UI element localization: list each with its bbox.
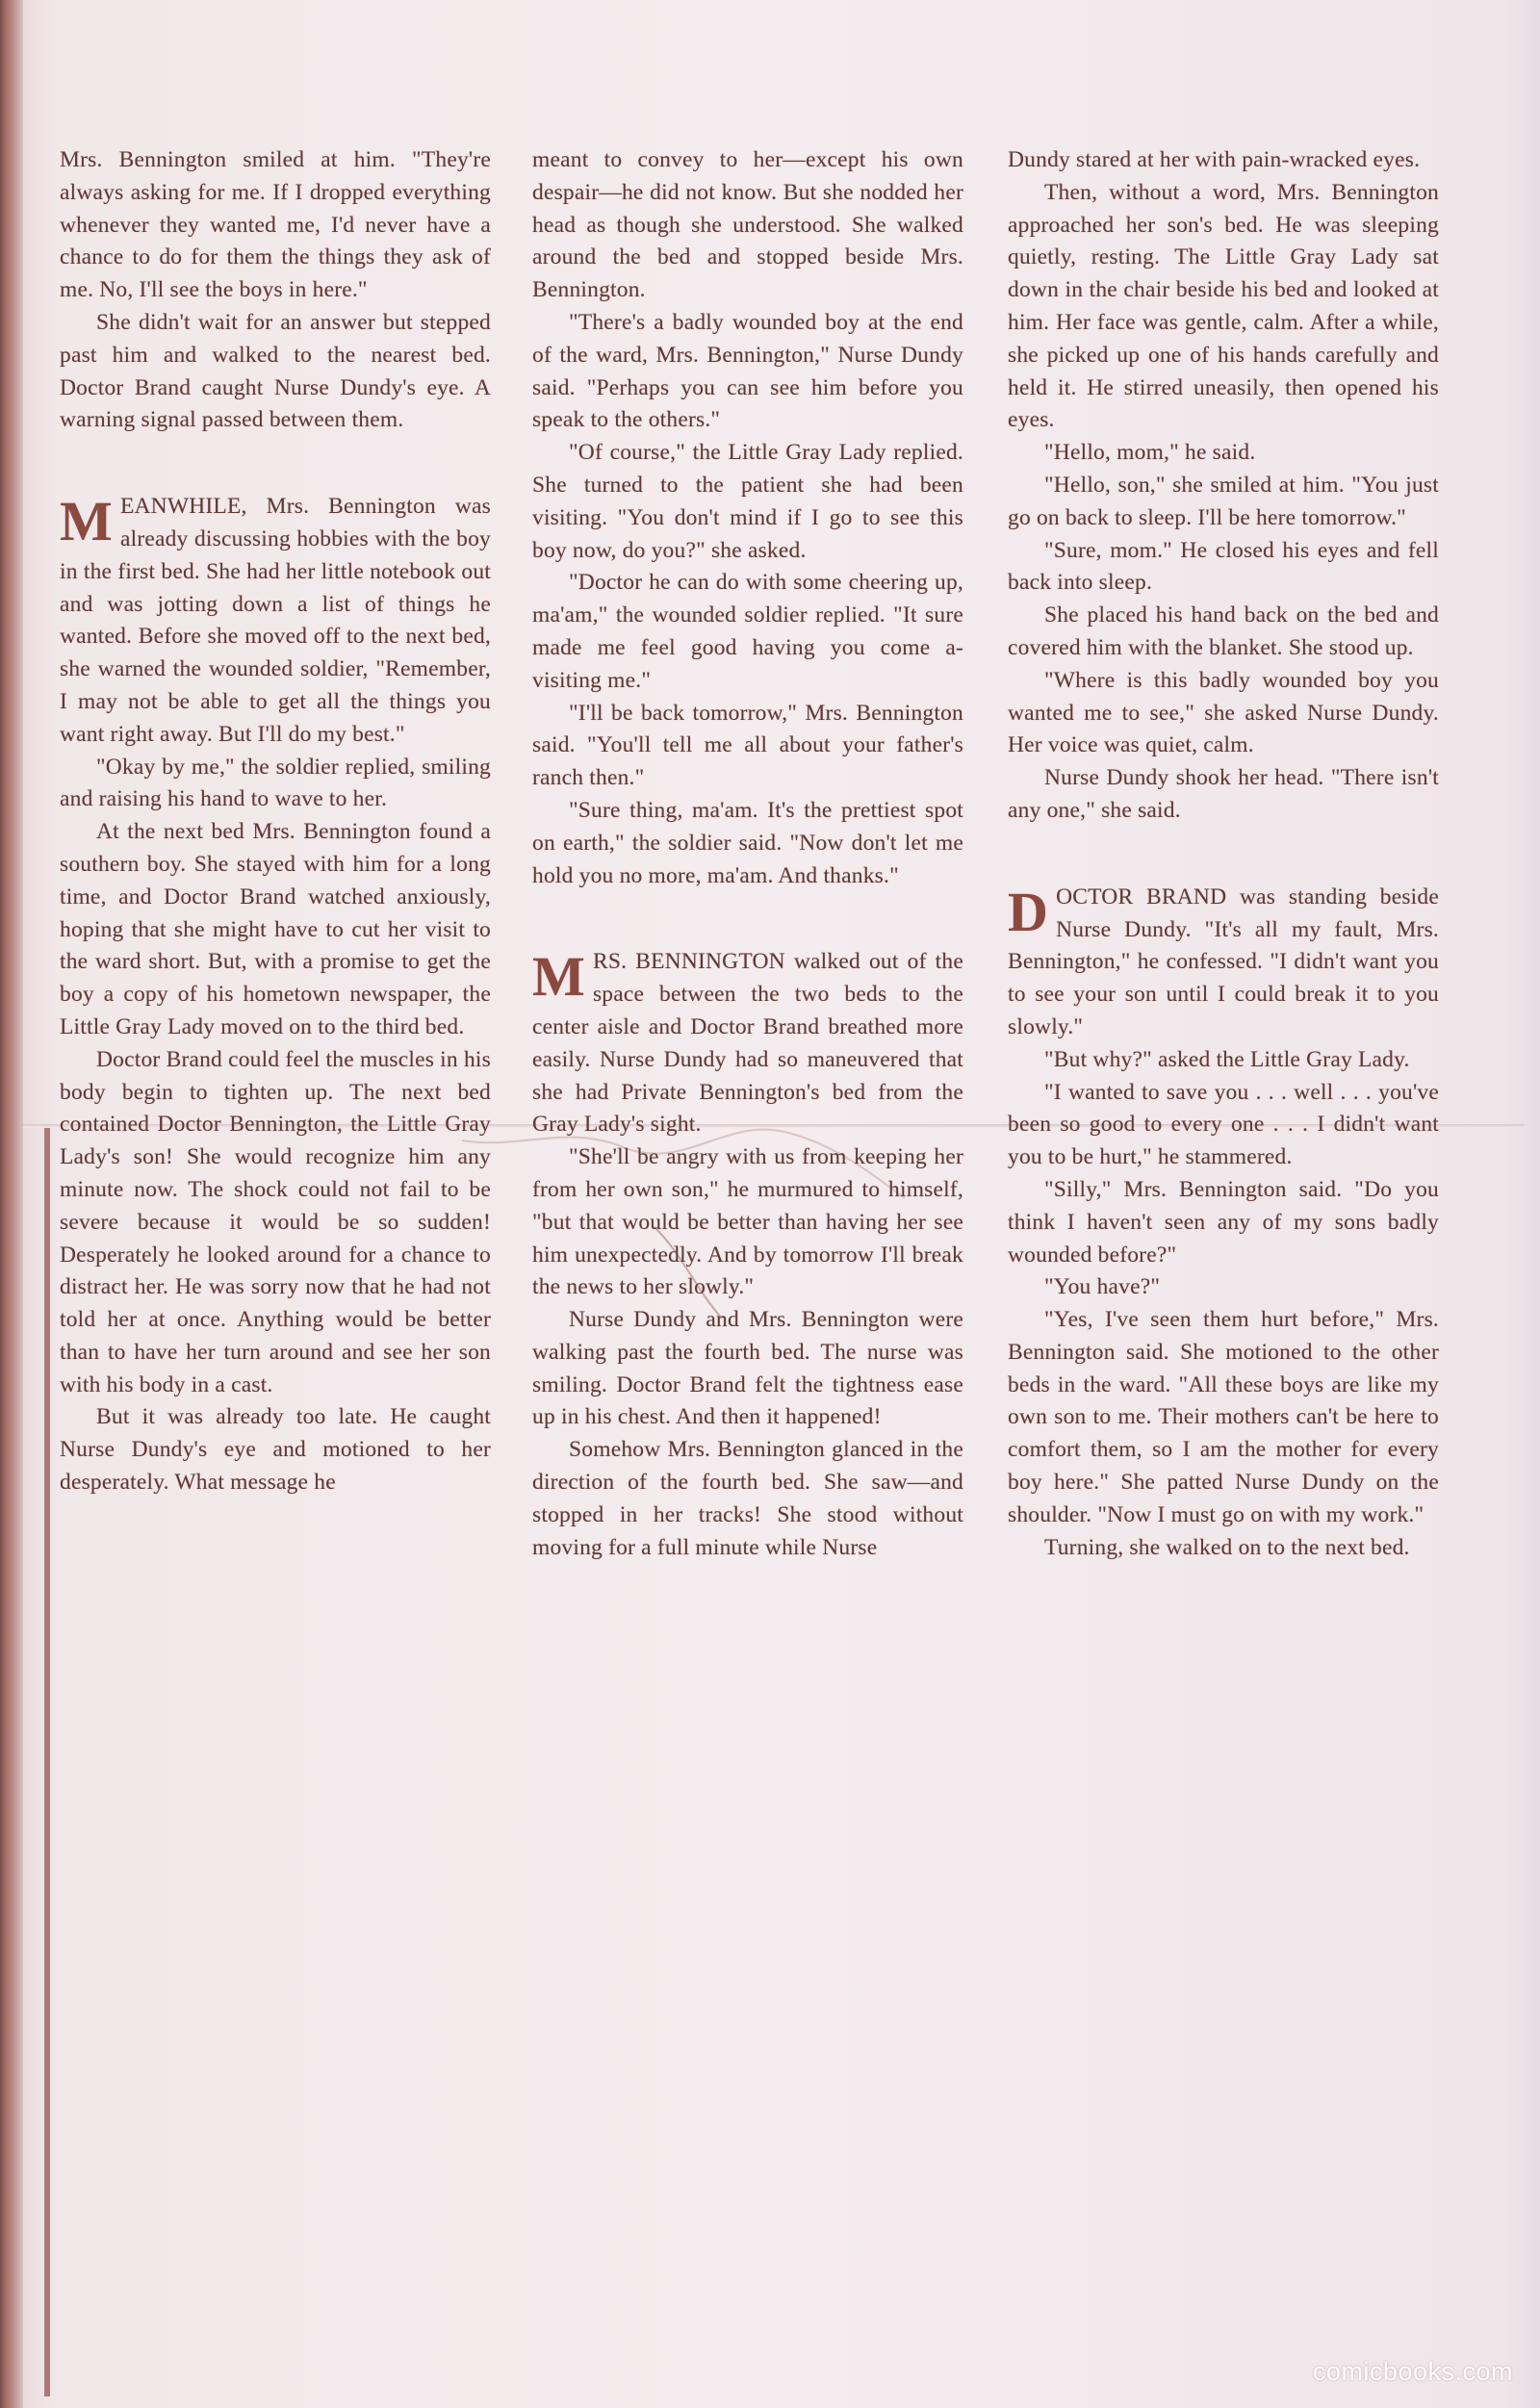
drop-cap: D bbox=[1008, 880, 1049, 943]
drop-cap-text: OCTOR BRAND was standing beside Nurse Dundy. "It's all my fault, Mrs. Bennington," he confessed. "I didn't want you to see your son until I could break it to you slowly." bbox=[1008, 884, 1439, 1039]
margin-rule bbox=[44, 1126, 50, 2396]
section-break bbox=[1008, 882, 1439, 1044]
paragraph: "I wanted to save you . . . well . . . you've been so good to every one . . . I didn't want you to be hurt," he stammered. bbox=[1008, 1079, 1439, 1170]
page-spine bbox=[0, 0, 23, 2408]
paragraph: "Hello, mom," he said. bbox=[1044, 440, 1256, 466]
drop-cap: M bbox=[60, 490, 113, 553]
paragraph: "Sure thing, ma'am. It's the prettiest spot on earth," the soldier said. "Now don't let me hold you no more, ma'am. And thanks." bbox=[532, 797, 963, 888]
section-break bbox=[60, 491, 491, 751]
paragraph: Mrs. Bennington smiled at him. "They're always asking for me. If I dropped everything whenever they wanted me, I'd never have a chance to do for them the things they ask of me. No, I'll see the boys in here." bbox=[60, 147, 491, 303]
paragraph: "But why?" asked the Little Gray Lady. bbox=[1044, 1046, 1410, 1072]
drop-cap-text: EANWHILE, Mrs. Bennington was already discussing hobbies with the boy in the first bed. She had her little notebook out and was jotting down a list of things he wanted. Before she moved off to the next bed, she warned the wounded soldier, "Remember, I may not be able to get all the things you want right away. But I'll do my best." bbox=[60, 494, 491, 747]
paragraph: "Silly," Mrs. Bennington said. "Do you think I haven't seen any of my sons badly wounded before?" bbox=[1008, 1176, 1439, 1268]
text-column-3 bbox=[1008, 144, 1439, 1564]
paragraph: "Sure, mom." He closed his eyes and fell back into sleep. bbox=[1008, 537, 1439, 596]
section-break bbox=[532, 946, 963, 1141]
paragraph: "There's a badly wounded boy at the end of the ward, Mrs. Bennington," Nurse Dundy said. "Perhaps you can see him before you speak to the others." bbox=[532, 309, 963, 433]
drop-cap: M bbox=[532, 945, 585, 1009]
text-column-2 bbox=[532, 144, 963, 1564]
paragraph: "Hello, son," she smiled at him. "You just go on back to sleep. I'll be here tomorrow." bbox=[1008, 472, 1439, 530]
paragraph: "I'll be back tomorrow," Mrs. Bennington said. "You'll tell me all about your father's ranch then." bbox=[532, 700, 963, 791]
paragraph: Nurse Dundy shook her head. "There isn't any one," she said. bbox=[1008, 765, 1439, 823]
drop-cap-text: RS. BENNINGTON walked out of the space between the two beds to the center aisle and Doctor Brand breathed more easily. Nurse Dundy had so maneuvered that she had Private Bennington's bed from the Gray Lady's sight. bbox=[532, 949, 963, 1138]
paragraph: Nurse Dundy and Mrs. Bennington were walking past the fourth bed. The nurse was smiling. Doctor Brand felt the tightness ease up in his chest. And then it happened! bbox=[532, 1307, 963, 1430]
site-watermark: comicbooks.com bbox=[1312, 2357, 1513, 2386]
paragraph: Doctor Brand could feel the muscles in his body begin to tighten up. The next bed contained Doctor Bennington, the Little Gray Lady's son! She would recognize him any minute now. The shock could not fail to be severe because it would be so sudden! Desperately he looked around for a chance to distract her. He was sorry now that he had not told her at once. Anything would be better than to have her turn around and see her son with his body in a cast. bbox=[60, 1046, 491, 1397]
paragraph: "Doctor he can do with some cheering up, ma'am," the wounded soldier replied. "It sure made me feel good having you come a-visiting me." bbox=[532, 570, 963, 693]
paragraph: She didn't wait for an answer but stepped past him and walked to the nearest bed. Doctor Brand caught Nurse Dundy's eye. A warning signal passed between them. bbox=[60, 309, 491, 433]
paragraph: "Of course," the Little Gray Lady replied. She turned to the patient she had been visiting. "You don't mind if I go to see this boy now, do you?" she asked. bbox=[532, 440, 963, 563]
paragraph: Somehow Mrs. Bennington glanced in the direction of the fourth bed. She saw—and stopped in her tracks! She stood without moving for a full minute while Nurse bbox=[532, 1437, 963, 1560]
paragraph: "Where is this badly wounded boy you wanted me to see," she asked Nurse Dundy. Her voice was quiet, calm. bbox=[1008, 667, 1439, 758]
paragraph: She placed his hand back on the bed and covered him with the blanket. She stood up. bbox=[1008, 602, 1439, 660]
paragraph: Turning, she walked on to the next bed. bbox=[1044, 1534, 1410, 1560]
paragraph-with-drop-cap bbox=[1008, 882, 1439, 1044]
paragraph: Dundy stared at her with pain-wracked eyes. bbox=[1008, 147, 1421, 172]
paragraph-with-drop-cap bbox=[532, 946, 963, 1141]
paragraph: But it was already too late. He caught Nurse Dundy's eye and motioned to her desperately. What message he bbox=[60, 1404, 491, 1496]
paragraph: At the next bed Mrs. Bennington found a southern boy. She stayed with him for a long time, and Doctor Brand watched anxiously, hoping that she might have to cut her visit to the ward short. But, with a promise to get the boy a copy of his hometown newspaper, the Little Gray Lady moved on to the third bed. bbox=[60, 819, 491, 1039]
paragraph-with-drop-cap bbox=[60, 491, 491, 751]
paragraph: "Yes, I've seen them hurt before," Mrs. Bennington said. She motioned to the other beds in the ward. "All these boys are like my own son to me. Their mothers can't be here to comfort them, so I am the mother for every boy here." She patted Nurse Dundy on the shoulder. "Now I must go on with my work." bbox=[1008, 1307, 1439, 1527]
paragraph: "Okay by me," the soldier replied, smiling and raising his hand to wave to her. bbox=[60, 754, 491, 812]
paragraph: "She'll be angry with us from keeping her from her own son," he murmured to himself, "but that would be better than having her see him unexpectedly. And by tomorrow I'll break the news to her slowly." bbox=[532, 1144, 963, 1300]
paragraph: Then, without a word, Mrs. Bennington approached her son's bed. He was sleeping quietly, resting. The Little Gray Lady sat down in the chair beside his bed and looked at him. Her face was gentle, calm. After a while, she picked up one of his hands carefully and held it. He stirred uneasily, then opened his eyes. bbox=[1008, 179, 1439, 433]
paragraph: "You have?" bbox=[1044, 1274, 1161, 1300]
paragraph: meant to convey to her—except his own despair—he did not know. But she nodded her head as though she understood. She walked around the bed and stopped beside Mrs. Bennington. bbox=[532, 147, 963, 303]
text-column-1 bbox=[60, 144, 491, 1499]
